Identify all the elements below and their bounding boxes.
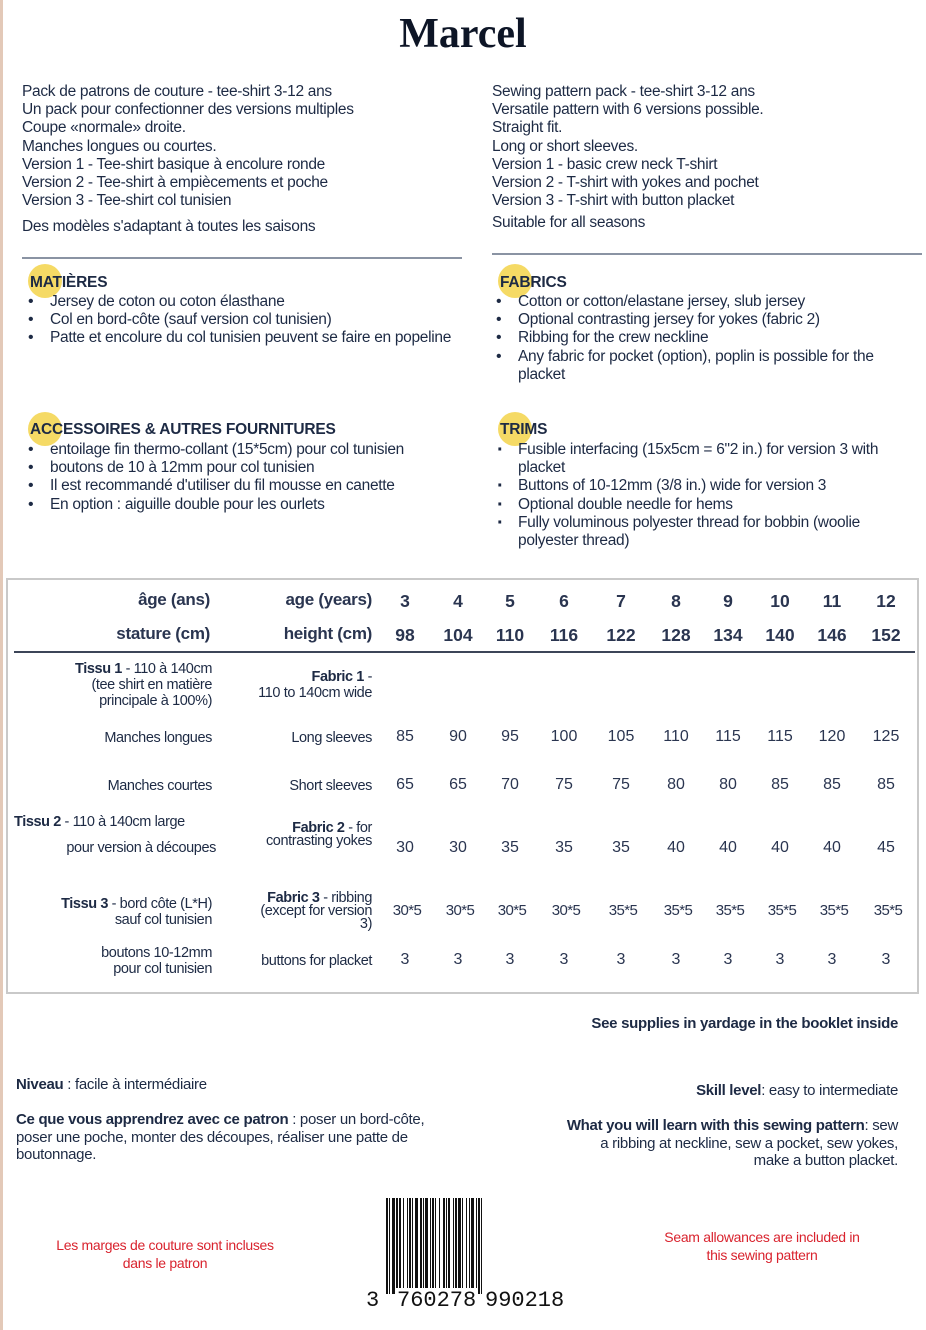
intro-en-line: Version 1 - basic crew neck T-shirt [492, 155, 718, 173]
table-cell: 30*5 [392, 902, 422, 919]
table-cell: 40 [719, 839, 737, 856]
table-cell: 3 [827, 951, 837, 968]
fabric3-label: Fabric 3 - ribbing (except for version 3) [260, 890, 372, 932]
stature-fr-header: stature (cm) [116, 624, 210, 643]
table-cell: 40 [667, 839, 685, 856]
tissu2-label: Tissu 2 - 110 à 140cm large pour version à découpes [14, 814, 216, 856]
table-cell: 100 [550, 728, 578, 745]
trims-heading: TRIMS [500, 421, 548, 438]
table-cell: 105 [607, 728, 635, 745]
table-cell: 95 [501, 728, 519, 745]
trims-list [494, 441, 924, 550]
barcode-bar [482, 1198, 484, 1294]
list-item: • Jersey de coton ou coton élasthane [26, 293, 466, 311]
fabric2-label: Fabric 2 - for contrasting yokes [265, 820, 372, 849]
list-item: • Ribbing for the crew neckline [494, 329, 924, 347]
short-sleeves-fr: Manches courtes [107, 778, 212, 794]
table-cell: 152 [871, 625, 901, 645]
table-cell: 3 [616, 951, 626, 968]
list-item: • Col en bord-côte (sauf version col tunisien) [26, 311, 466, 329]
fabrics-list [494, 293, 924, 384]
table-cell: 5 [505, 591, 515, 611]
intro-en-line: Sewing pattern pack - tee-shirt 3-12 ans [492, 83, 755, 100]
table-cell: 90 [449, 728, 467, 745]
table-cell: 3 [881, 951, 891, 968]
intro-en-seasons: Suitable for all seasons [492, 214, 646, 232]
table-cell: 35*5 [715, 902, 745, 919]
divider-fr [22, 257, 462, 259]
barcode-group1: 760278 [397, 1288, 477, 1313]
table-cell: 3 [505, 951, 515, 968]
long-sleeves-fr: Manches longues [104, 730, 212, 746]
table-cell: 65 [396, 776, 414, 793]
barcode [386, 1198, 568, 1294]
table-cell: 134 [713, 625, 743, 645]
table-cell: 9 [723, 591, 733, 611]
table-cell: 3 [671, 951, 681, 968]
table-cell: 35*5 [819, 902, 849, 919]
table-cell: 40 [823, 839, 841, 856]
table-cell: 30*5 [551, 902, 581, 919]
list-item: • Any fabric for pocket (option), poplin is possible for the placket [494, 348, 924, 384]
table-cell: 70 [501, 776, 519, 793]
page-title: Marcel [399, 11, 527, 57]
list-item: • Il est recommandé d'utiliser du fil mousse en canette [26, 477, 436, 495]
long-sleeves-en: Long sleeves [291, 730, 372, 746]
fabrics-heading: FABRICS [500, 274, 567, 291]
table-cell: 45 [877, 839, 895, 856]
table-header-rule [14, 651, 915, 653]
intro-fr-line: Version 3 - Tee-shirt col tunisien [22, 192, 232, 210]
see-supplies: See supplies in yardage in the booklet inside [591, 1015, 898, 1032]
intro-fr-line: Un pack pour confectionner des versions multiples [22, 101, 354, 119]
table-cell: 110 [663, 728, 689, 745]
table-cell: 110 [495, 625, 525, 645]
table-cell: 65 [449, 776, 467, 793]
table-cell: 140 [765, 625, 795, 645]
intro-fr-line: Pack de patrons de couture - tee-shirt 3-12 ans [22, 83, 332, 100]
intro-fr-seasons: Des modèles s'adaptant à toutes les saisons [22, 218, 316, 236]
list-item: • Cotton or cotton/elastane jersey, slub jersey [494, 293, 924, 311]
list-item: • Optional contrasting jersey for yokes (fabric 2) [494, 311, 924, 329]
table-cell: 3 [723, 951, 733, 968]
table-cell: 80 [667, 776, 685, 793]
matieres-heading: MATIÈRES [30, 274, 108, 291]
table-cell: 80 [719, 776, 737, 793]
table-cell: 10 [770, 591, 790, 611]
table-cell: 128 [661, 625, 691, 645]
divider-en [492, 253, 922, 255]
table-cell: 35*5 [873, 902, 903, 919]
intro-en-line: Long or short sleeves. [492, 137, 638, 155]
table-cell: 85 [877, 776, 895, 793]
matieres-list [26, 293, 466, 348]
intro-en-line: Straight fit. [492, 119, 563, 137]
table-cell: 75 [555, 776, 573, 793]
list-item: • En option : aiguille double pour les ourlets [26, 496, 436, 514]
table-cell: 120 [818, 728, 846, 745]
accessoires-heading: ACCESSOIRES & AUTRES FOURNITURES [30, 421, 336, 438]
barcode-first-digit: 3 [366, 1288, 380, 1313]
list-item: · Fully voluminous polyester thread for bobbin (woolie polyester thread) [494, 514, 924, 550]
table-cell: 40 [771, 839, 789, 856]
list-item: • entoilage fin thermo-collant (15*5cm) pour col tunisien [26, 441, 436, 459]
intro-en-line: Version 2 - T-shirt with yokes and pochet [492, 174, 759, 192]
buttons-fr-label: boutons 10-12mm pour col tunisien [101, 945, 212, 977]
table-cell: 146 [817, 625, 847, 645]
table-cell: 30 [396, 839, 414, 856]
table-cell: 30*5 [497, 902, 527, 919]
table-cell: 3 [453, 951, 463, 968]
short-sleeves-en: Short sleeves [289, 778, 372, 794]
table-cell: 35*5 [663, 902, 693, 919]
barcode-group2: 990218 [485, 1288, 565, 1313]
seam-allowance-en: Seam allowances are included in this sewing pattern [664, 1229, 860, 1263]
list-item: · Fusible interfacing (15x5cm = 6"2 in.) for version 3 with placket [494, 441, 924, 477]
height-en-header: height (cm) [283, 624, 372, 643]
table-cell: 75 [612, 776, 630, 793]
table-cell: 116 [549, 625, 579, 645]
age-en-header: age (years) [285, 590, 372, 609]
table-cell: 3 [400, 591, 410, 611]
list-item: • Patte et encolure du col tunisien peuvent se faire en popeline [26, 329, 466, 347]
intro-fr-line: Manches longues ou courtes. [22, 137, 217, 155]
fabric1-label: Fabric 1 - 110 to 140cm wide [258, 669, 372, 701]
table-cell: 125 [872, 728, 900, 745]
table-cell: 85 [396, 728, 414, 745]
table-cell: 30*5 [445, 902, 475, 919]
buttons-en-label: buttons for placket [261, 953, 372, 969]
table-cell: 30 [449, 839, 467, 856]
accessoires-list [26, 441, 436, 514]
list-item: · Optional double needle for hems [494, 496, 924, 514]
table-cell: 98 [395, 625, 415, 645]
table-cell: 35 [501, 839, 519, 856]
skill-level: Skill level: easy to intermediate [696, 1082, 898, 1099]
table-cell: 11 [822, 591, 842, 611]
table-cell: 85 [823, 776, 841, 793]
intro-fr-line: Coupe «normale» droite. [22, 119, 186, 137]
niveau: Niveau : facile à intermédiaire [16, 1076, 207, 1093]
table-cell: 35 [612, 839, 630, 856]
list-item: • boutons de 10 à 12mm pour col tunisien [26, 459, 436, 477]
intro-en [492, 83, 922, 233]
table-cell: 4 [453, 591, 463, 611]
table-cell: 3 [559, 951, 569, 968]
seam-allowance-fr: Les marges de couture sont incluses dans le patron [56, 1237, 274, 1271]
table-cell: 115 [715, 728, 741, 745]
tissu3-label: Tissu 3 - bord côte (L*H) sauf col tunisien [61, 896, 212, 928]
tissu1-label: Tissu 1 - 110 à 140cm (tee shirt en matière principale à 100%) [75, 661, 212, 709]
table-cell: 115 [767, 728, 793, 745]
age-fr-header: âge (ans) [138, 590, 210, 609]
table-cell: 12 [876, 591, 896, 611]
table-cell: 35*5 [767, 902, 797, 919]
table-cell: 35 [555, 839, 573, 856]
list-item: · Buttons of 10-12mm (3/8 in.) wide for version 3 [494, 477, 924, 495]
intro-fr-line: Version 1 - Tee-shirt basique à encolure ronde [22, 155, 325, 173]
table-cell: 35*5 [608, 902, 638, 919]
learn-en: What you will learn with this sewing pattern: sew a ribbing at neckline, sew a pocket, sew yokes, make a button placket. [566, 1117, 898, 1169]
table-cell: 3 [775, 951, 785, 968]
table-cell: 122 [606, 625, 636, 645]
intro-en-line: Version 3 - T-shirt with button placket [492, 192, 735, 210]
table-cell: 7 [616, 591, 626, 611]
intro-fr [22, 83, 462, 237]
table-cell: 104 [443, 625, 473, 645]
table-cell: 6 [559, 591, 569, 611]
learn-fr: Ce que vous apprendrez avec ce patron : poser un bord-côte, poser une poche, monter des découpes, réaliser une patte de boutonnage. [16, 1111, 425, 1163]
page-edge [0, 0, 3, 1330]
table-cell: 8 [671, 591, 681, 611]
intro-fr-line: Version 2 - Tee-shirt à empiècements et poche [22, 174, 328, 192]
table-cell: 85 [771, 776, 789, 793]
intro-en-line: Versatile pattern with 6 versions possible. [492, 101, 764, 119]
table-cell: 3 [400, 951, 410, 968]
